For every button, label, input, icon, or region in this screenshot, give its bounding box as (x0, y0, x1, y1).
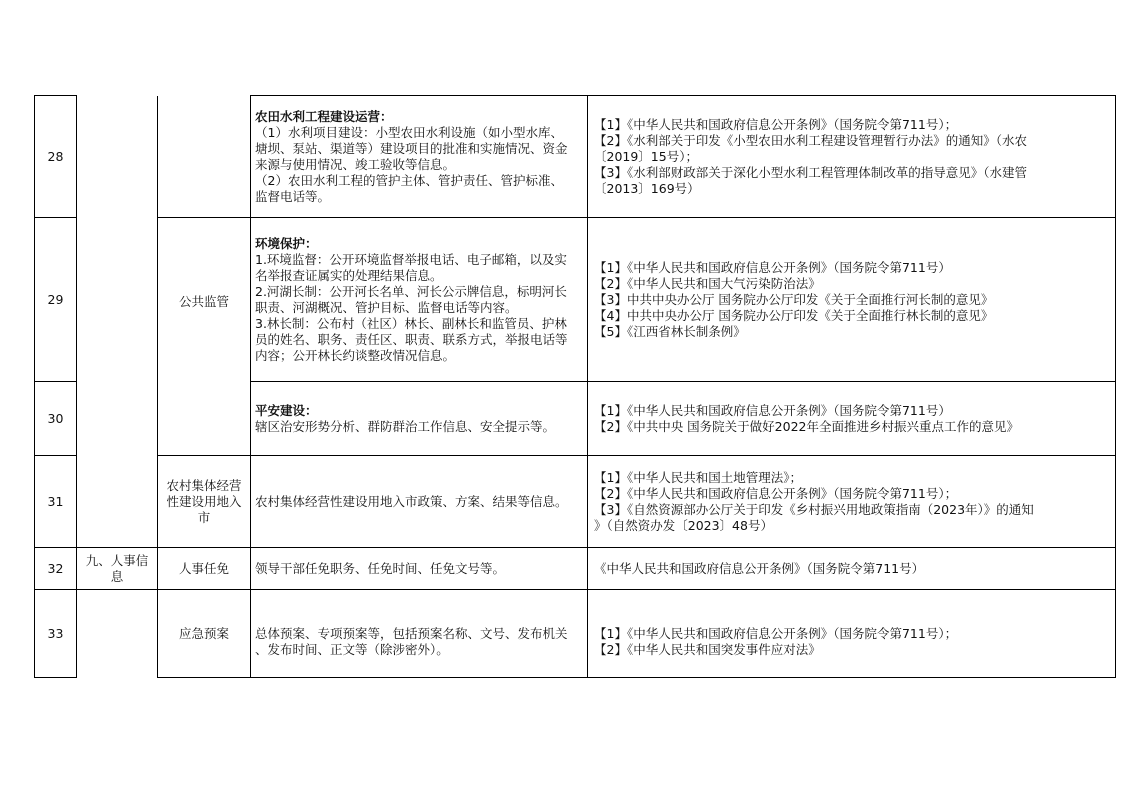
basis-line: 【3】《自然资源部办公厅关于印发《乡村振兴用地政策指南（2023年）》的通知 (594, 501, 1034, 517)
content-line: 职责、河湖概况、管护目标、监督电话等内容。 (255, 299, 518, 315)
content-line: （1）水利项目建设：小型农田水利设施（如小型水库、 (255, 124, 563, 140)
basis-cell (588, 590, 1116, 678)
basis-line: 【4】中共中央办公厅 国务院办公厅印发《关于全面推行林长制的意见》 (594, 307, 994, 323)
category-label: 九、人事信 (85, 552, 149, 568)
subcategory-cell (158, 96, 251, 218)
category-label: 息 (110, 568, 124, 584)
category-cell (77, 590, 158, 678)
basis-line: 》（自然资办发〔2023〕48号） (594, 517, 773, 533)
subcategory-cell (158, 456, 251, 548)
content-line: 内容；公开林长约谈整改情况信息。 (255, 347, 456, 363)
content-line: 塘坝、泵站、渠道等）建设项目的批准和实施情况、资金 (255, 140, 568, 156)
table-row (35, 218, 1116, 382)
basis-line: 【3】《水利部财政部关于深化小型水利工程管理体制改革的指导意见》（水建管 (594, 164, 1027, 180)
basis-line: 【2】《水利部关于印发《小型农田水利工程建设管理暂行办法》的通知》（水农 (594, 132, 1027, 148)
content-line: 、发布时间、正文等（除涉密外）。 (255, 642, 449, 657)
table-row (35, 590, 1116, 678)
content-line: 监督电话等。 (255, 188, 331, 204)
content-line: 来源与使用情况、竣工验收等信息。 (255, 156, 456, 172)
subcategory-label: 公共监管 (178, 293, 229, 309)
basis-line: 【2】《中华人民共和国政府信息公开条例》（国务院令第711号）； (594, 485, 958, 501)
subcategory-cell (158, 590, 251, 678)
basis-line: 【1】《中华人民共和国政府信息公开条例》（国务院令第711号）； (594, 116, 958, 132)
basis-line: 〔2019〕15号）； (594, 148, 698, 164)
basis-line: 【1】《中华人民共和国政府信息公开条例》（国务院令第711号）； (594, 626, 958, 641)
basis-cell (588, 96, 1116, 218)
category-cell (77, 218, 158, 382)
content-line: 农村集体经营性建设用地入市政策、方案、结果等信息。 (255, 493, 568, 509)
table-row (35, 96, 1116, 218)
basis-line: 【5】《江西省林长制条例》 (594, 323, 746, 339)
row-number: 31 (35, 456, 77, 548)
table-row (35, 456, 1116, 548)
category-cell (77, 456, 158, 548)
basis-line: 《中华人民共和国政府信息公开条例》（国务院令第711号） (594, 560, 925, 576)
content-cell (251, 548, 588, 590)
subcategory-label: 农村集体经营 (166, 477, 242, 493)
content-line: 3.林长制：公布村（社区）林长、副林长和监管员、护林 (255, 315, 567, 331)
content-title: 平安建设： (255, 402, 318, 418)
basis-cell (588, 218, 1116, 382)
content-cell (251, 590, 588, 678)
content-line: 2.河湖长制：公开河长名单、河长公示牌信息，标明河长 (255, 283, 567, 299)
content-line: （2）农田水利工程的管护主体、管护责任、管护标准、 (255, 172, 563, 188)
basis-cell (588, 382, 1116, 456)
content-line: 辖区治安形势分析、群防群治工作信息、安全提示等。 (255, 418, 556, 434)
content-cell (251, 456, 588, 548)
basis-cell (588, 548, 1116, 590)
row-number: 33 (35, 590, 77, 678)
content-cell (251, 382, 588, 456)
category-cell (77, 548, 158, 590)
subcategory-label: 性建设用地入 (166, 493, 242, 509)
basis-cell (588, 456, 1116, 548)
basis-line: 〔2013〕169号） (594, 180, 700, 196)
content-line: 领导干部任免职务、任免时间、任免文号等。 (255, 560, 506, 576)
disclosure-table (34, 95, 1116, 678)
content-cell (251, 218, 588, 382)
content-line: 员的姓名、职务、责任区、职责、联系方式，举报电话等 (255, 331, 568, 347)
category-cell (77, 382, 158, 456)
basis-line: 【2】《中华人民共和国大气污染防治法》 (594, 275, 821, 291)
category-cell (77, 96, 158, 218)
basis-line: 【1】《中华人民共和国政府信息公开条例》（国务院令第711号） (594, 259, 951, 275)
content-line: 总体预案、专项预案等，包括预案名称、文号、发布机关 (255, 626, 568, 641)
row-number: 29 (35, 218, 77, 382)
subcategory-label: 应急预案 (178, 626, 229, 641)
subcategory-label: 人事任免 (178, 560, 229, 576)
content-title: 农田水利工程建设运营： (255, 108, 393, 124)
content-cell (251, 96, 588, 218)
content-title: 环境保护： (255, 235, 318, 251)
basis-line: 【1】《中华人民共和国政府信息公开条例》（国务院令第711号） (594, 402, 951, 418)
subcategory-label: 市 (197, 509, 211, 525)
basis-line: 【2】《中共中央 国务院关于做好2022年全面推进乡村振兴重点工作的意见》 (594, 418, 1019, 434)
subcategory-cell (158, 218, 251, 456)
content-line: 1.环境监督：公开环境监督举报电话、电子邮箱，以及实 (255, 251, 567, 267)
content-line: 名举报查证属实的处理结果信息。 (255, 267, 443, 283)
row-number: 32 (35, 548, 77, 590)
basis-line: 【1】《中华人民共和国土地管理法》； (594, 469, 802, 485)
row-number: 28 (35, 96, 77, 218)
row-number: 30 (35, 382, 77, 456)
basis-line: 【2】《中华人民共和国突发事件应对法》 (594, 642, 821, 657)
table-row (35, 548, 1116, 590)
subcategory-cell (158, 548, 251, 590)
basis-line: 【3】中共中央办公厅 国务院办公厅印发《关于全面推行河长制的意见》 (594, 291, 994, 307)
